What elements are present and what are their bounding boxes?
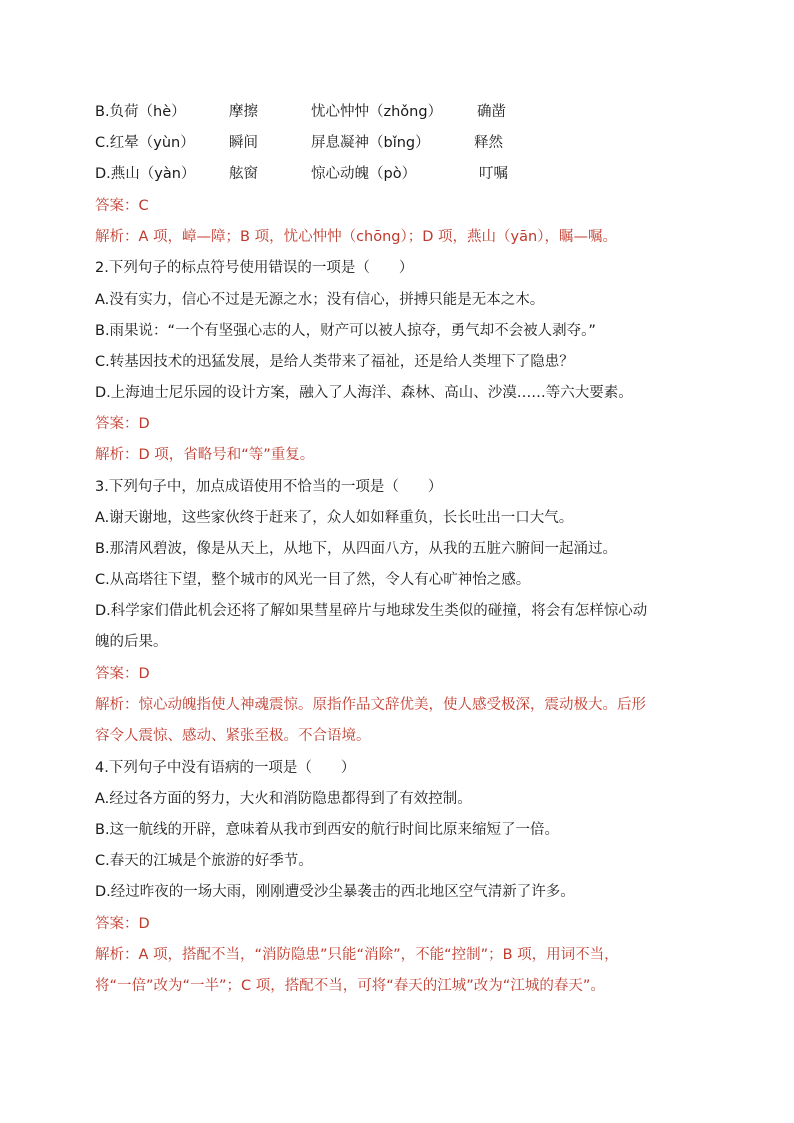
q4-analysis-line1: 解析：A 项，搭配不当，“消防隐患”只能“消除”，不能“控制”；B 项，用词不当， bbox=[95, 947, 619, 963]
q4-option-d: D.经过昨夜的一场大雨，刚刚遭受沙尘暴袭击的西北地区空气清新了许多。 bbox=[95, 884, 575, 900]
option-word: 释然 bbox=[474, 135, 503, 151]
q2-option-b: B.雨果说：“一个有坚强心志的人，财产可以被人掠夺，勇气却不会被人剥夺。” bbox=[95, 323, 596, 339]
q4-stem: 4.下列句子中没有语病的一项是（ ） bbox=[95, 760, 356, 776]
option-word: C.红晕（yùn） bbox=[95, 135, 195, 151]
option-word: 忧心忡忡（zhǒng） bbox=[311, 104, 443, 120]
q1-analysis: 解析：A 项，嶂—障；B 项，忧心忡忡（chōng）；D 项，燕山（yān），瞩—嘱。 bbox=[95, 229, 617, 245]
option-word: 确凿 bbox=[477, 104, 506, 120]
option-word: 摩擦 bbox=[229, 104, 258, 120]
option-word: D.燕山（yàn） bbox=[95, 166, 196, 182]
q3-option-d: D.科学家们借此机会还将了解如果彗星碎片与地球发生类似的碰撞，将会有怎样惊心动 bbox=[95, 603, 648, 619]
q3-analysis-line2: 容令人震惊、感动、紧张至极。不合语境。 bbox=[95, 728, 371, 744]
option-word: 瞬间 bbox=[229, 135, 258, 151]
option-word: 惊心动魄（pò） bbox=[311, 166, 417, 182]
q3-option-a: A.谢天谢地，这些家伙终于赶来了，众人如如释重负，长长吐出一口大气。 bbox=[95, 510, 574, 526]
option-word: 舷窗 bbox=[229, 166, 258, 182]
q3-option-d-cont: 魄的后果。 bbox=[95, 634, 168, 650]
q3-option-b: B.那清风碧波，像是从天上，从地下，从四面八方，从我的五脏六腑间一起涌过。 bbox=[95, 541, 618, 557]
q2-option-c: C.转基因技术的迅猛发展，是给人类带来了福祉，还是给人类埋下了隐患？ bbox=[95, 354, 574, 370]
q2-answer: 答案：D bbox=[95, 416, 150, 432]
q3-answer: 答案：D bbox=[95, 666, 150, 682]
q2-option-a: A.没有实力，信心不过是无源之水；没有信心，拼搏只能是无本之木。 bbox=[95, 292, 545, 308]
option-word: 叮嘱 bbox=[479, 166, 508, 182]
option-word: B.负荷（hè） bbox=[95, 104, 186, 120]
q2-analysis: 解析：D 项，省略号和“等”重复。 bbox=[95, 447, 315, 463]
option-word: 屏息凝神（bǐng） bbox=[311, 135, 430, 151]
q4-analysis-line2: 将“一倍”改为“一半”；C 项，搭配不当，可将“春天的江城”改为“江城的春天”。 bbox=[95, 978, 605, 994]
q2-option-d: D.上海迪士尼乐园的设计方案，融入了人海洋、森林、高山、沙漠……等六大要素。 bbox=[95, 385, 633, 401]
q4-answer: 答案：D bbox=[95, 916, 150, 932]
q3-stem: 3.下列句子中，加点成语使用不恰当的一项是（ ） bbox=[95, 479, 443, 495]
q3-option-c: C.从高塔往下望，整个城市的风光一目了然，令人有心旷神怡之感。 bbox=[95, 572, 531, 588]
q3-analysis-line1: 解析：惊心动魄指使人神魂震惊。原指作品文辞优美，使人感受极深，震动极大。后形 bbox=[95, 697, 646, 713]
q1-answer: 答案：C bbox=[95, 198, 149, 214]
q4-option-c: C.春天的江城是个旅游的好季节。 bbox=[95, 853, 313, 869]
q4-option-b: B.这一航线的开辟，意味着从我市到西安的航行时间比原来缩短了一倍。 bbox=[95, 822, 560, 838]
q4-option-a: A.经过各方面的努力，大火和消防隐患都得到了有效控制。 bbox=[95, 791, 472, 807]
q2-stem: 2.下列句子的标点符号使用错误的一项是（ ） bbox=[95, 260, 414, 276]
